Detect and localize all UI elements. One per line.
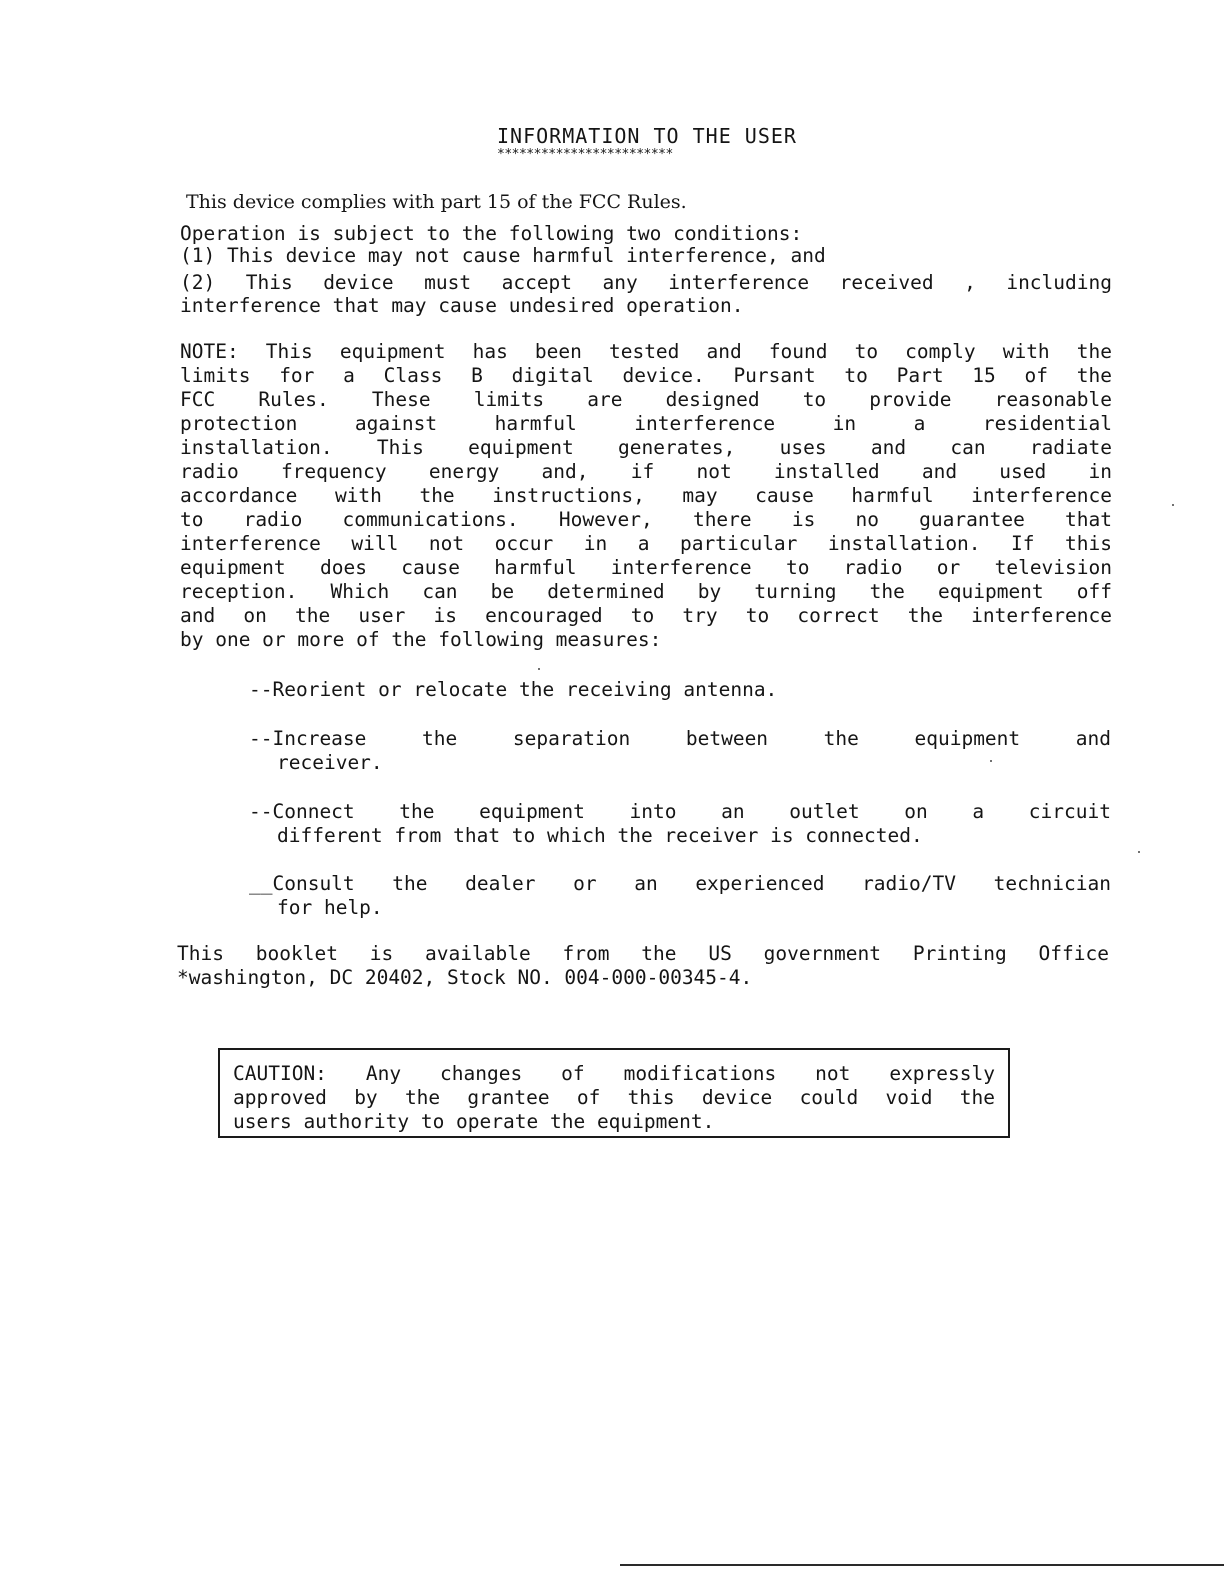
scan-speck: [1138, 851, 1140, 853]
caution-line: CAUTION: Any changes of modifications not expressly: [233, 1062, 995, 1085]
page-title: INFORMATION TO THE USER: [497, 124, 797, 148]
measure-text: --Reorient or relocate the receiving antenna.: [249, 678, 778, 701]
scan-speck: [538, 668, 540, 670]
note-line: NOTE: This equipment has been tested and found to comply with the: [180, 340, 1112, 363]
scan-speck: [1172, 504, 1174, 506]
measure-text: --Connect the equipment into an outlet on a circuit: [249, 800, 1111, 823]
title-asterisk-underline: ************************: [497, 147, 673, 162]
caution-line: users authority to operate the equipment.: [233, 1110, 715, 1133]
booklet-line: This booklet is available from the US government Printing Office: [177, 942, 1109, 965]
note-line: and on the user is encouraged to try to correct the interference: [180, 604, 1112, 627]
note-paragraph: [180, 340, 1112, 652]
note-line: limits for a Class B digital device. Pursant to Part 15 of the: [180, 364, 1112, 387]
condition-2-continued: interference that may cause undesired operation.: [180, 294, 744, 317]
measure-consult-dealer: [249, 872, 1111, 920]
measure-reorient: [249, 678, 1111, 702]
note-line: by one or more of the following measures:: [180, 628, 662, 651]
caution-text: [233, 1062, 995, 1134]
measure-text: __Consult the dealer or an experienced radio/TV technician: [249, 872, 1111, 895]
caution-line: approved by the grantee of this device could void the: [233, 1086, 995, 1109]
booklet-availability: [177, 942, 1109, 990]
caution-box: [218, 1048, 1010, 1138]
compliance-statement: This device complies with part 15 of the FCC Rules.: [186, 191, 687, 213]
conditions-intro: Operation is subject to the following two conditions:: [180, 222, 803, 245]
measure-text: --Increase the separation between the equipment and: [249, 727, 1111, 750]
booklet-line: *washington, DC 20402, Stock NO. 004-000-00345-4.: [177, 966, 753, 989]
note-line: FCC Rules. These limits are designed to provide reasonable: [180, 388, 1112, 411]
measure-increase-separation: [249, 727, 1111, 775]
note-line: installation. This equipment generates, uses and can radiate: [180, 436, 1112, 459]
scan-edge-line: [620, 1564, 1224, 1566]
measure-text-continued: for help.: [277, 896, 383, 919]
condition-2: (2) This device must accept any interference received , including: [180, 271, 1112, 294]
measure-text-continued: different from that to which the receiver is connected.: [277, 824, 923, 847]
condition-1: (1) This device may not cause harmful interference, and: [180, 244, 826, 267]
note-line: protection against harmful interference in a residential: [180, 412, 1112, 435]
note-line: interference will not occur in a particular installation. If this: [180, 532, 1112, 555]
scan-speck: [990, 760, 992, 762]
note-line: reception. Which can be determined by turning the equipment off: [180, 580, 1112, 603]
measure-text-continued: receiver.: [277, 751, 383, 774]
note-line: to radio communications. However, there is no guarantee that: [180, 508, 1112, 531]
measure-connect-outlet: [249, 800, 1111, 848]
note-line: accordance with the instructions, may cause harmful interference: [180, 484, 1112, 507]
note-line: radio frequency energy and, if not installed and used in: [180, 460, 1112, 483]
note-line: equipment does cause harmful interference to radio or television: [180, 556, 1112, 579]
